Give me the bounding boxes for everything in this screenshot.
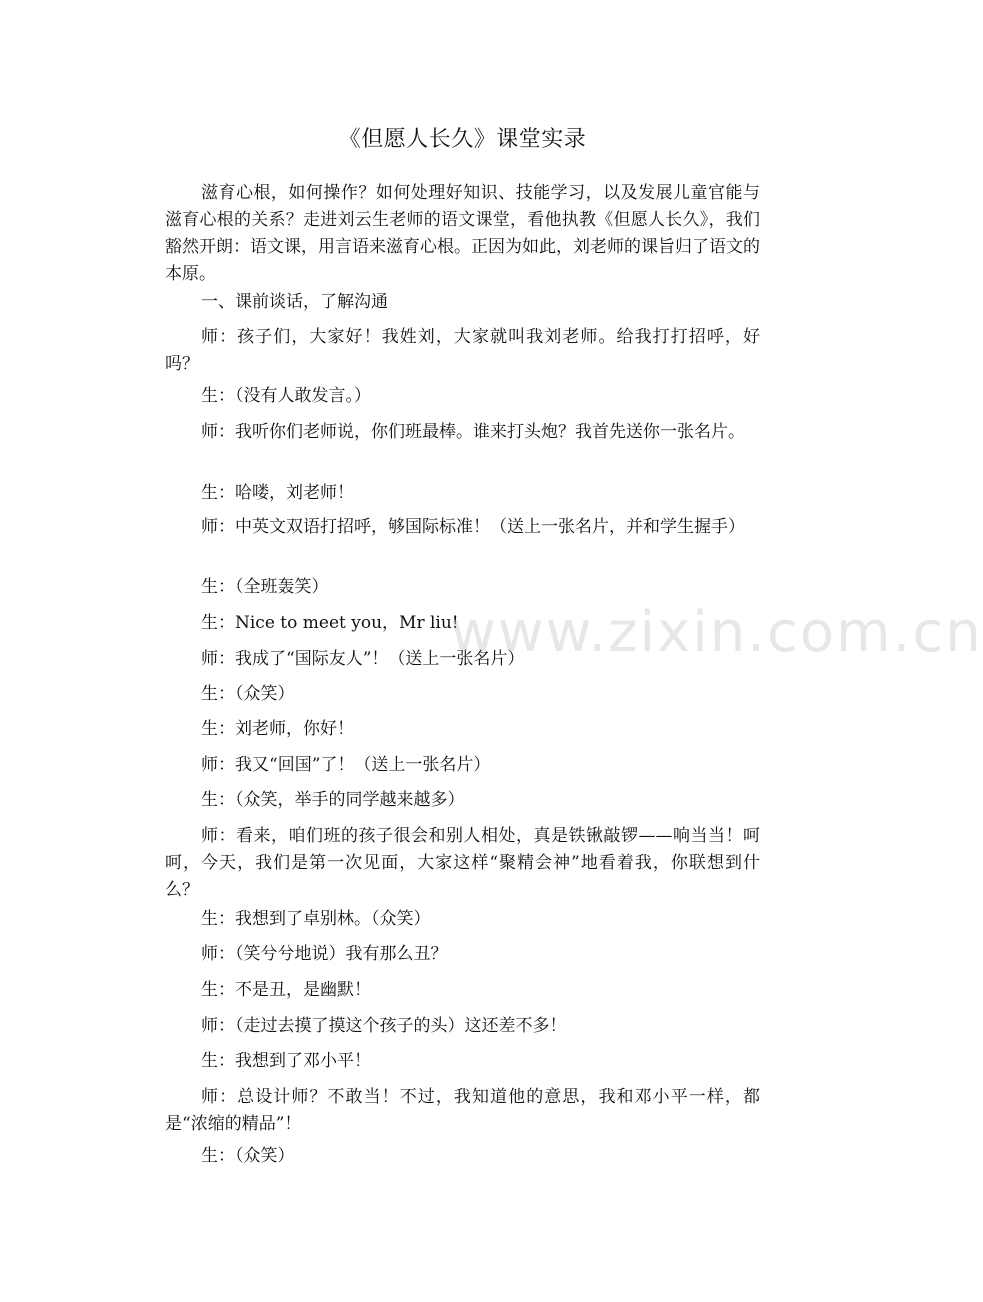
dialogue-line: 师：我成了“国际友人”！（送上一张名片）	[201, 649, 525, 669]
dialogue-line: 师：看来，咱们班的孩子很会和别人相处，真是铁锹敲锣——响当当！呵呵，今天，我们是第一次见面，大家这样“聚精会神”地看着我，你联想到什么？	[165, 826, 760, 900]
dialogue-line: 师：我听你们老师说，你们班最棒。谁来打头炮？我首先送你一张名片。	[201, 422, 745, 442]
dialogue-line: 生：（没有人敢发言。）	[201, 386, 371, 406]
dialogue-line: 师：（走过去摸了摸这个孩子的头）这还差不多！	[201, 1016, 567, 1036]
section-heading: 一、课前谈话，了解沟通	[201, 292, 388, 312]
dialogue-line: 生：（众笑）	[201, 1146, 295, 1166]
dialogue-line: 师：总设计师？不敢当！不过，我知道他的意思，我和邓小平一样，都是“浓缩的精品”！	[165, 1087, 760, 1134]
dialogue-line: 师：我又“回国”了！（送上一张名片）	[201, 755, 491, 775]
watermark-text: www.zixin.com.cn	[450, 600, 983, 665]
dialogue-line: 师：（笑兮兮地说）我有那么丑？	[201, 944, 448, 964]
dialogue-line: 生：刘老师，你好！	[201, 719, 354, 739]
document-title: 《但愿人长久》课堂实录	[338, 127, 587, 152]
dialogue-line: 生：（众笑）	[201, 684, 295, 704]
dialogue-line: 生：（全班轰笑）	[201, 577, 329, 597]
intro-paragraph: 滋育心根，如何操作？如何处理好知识、技能学习，以及发展儿童官能与滋育心根的关系？走进刘云生老师的语文课堂，看他执教《但愿人长久》，我们豁然开朗：语文课，用言语来滋育心根。正因为如此，刘老师的课旨归了语文的本原。	[165, 183, 760, 284]
dialogue-line: 师：中英文双语打招呼，够国际标准！（送上一张名片，并和学生握手）	[201, 517, 745, 537]
dialogue-line: 师：孩子们，大家好！我姓刘，大家就叫我刘老师。给我打打招呼，好吗？	[165, 327, 760, 374]
dialogue-line: 生：（众笑，举手的同学越来越多）	[201, 790, 465, 810]
dialogue-line: 生：Nice to meet you，Mr liu!	[201, 613, 459, 633]
dialogue-line: 生：不是丑，是幽默！	[201, 980, 371, 1000]
dialogue-line: 生：哈喽，刘老师！	[201, 483, 354, 503]
dialogue-line: 生：我想到了卓别林。（众笑）	[201, 909, 431, 929]
dialogue-line: 生：我想到了邓小平！	[201, 1051, 371, 1071]
